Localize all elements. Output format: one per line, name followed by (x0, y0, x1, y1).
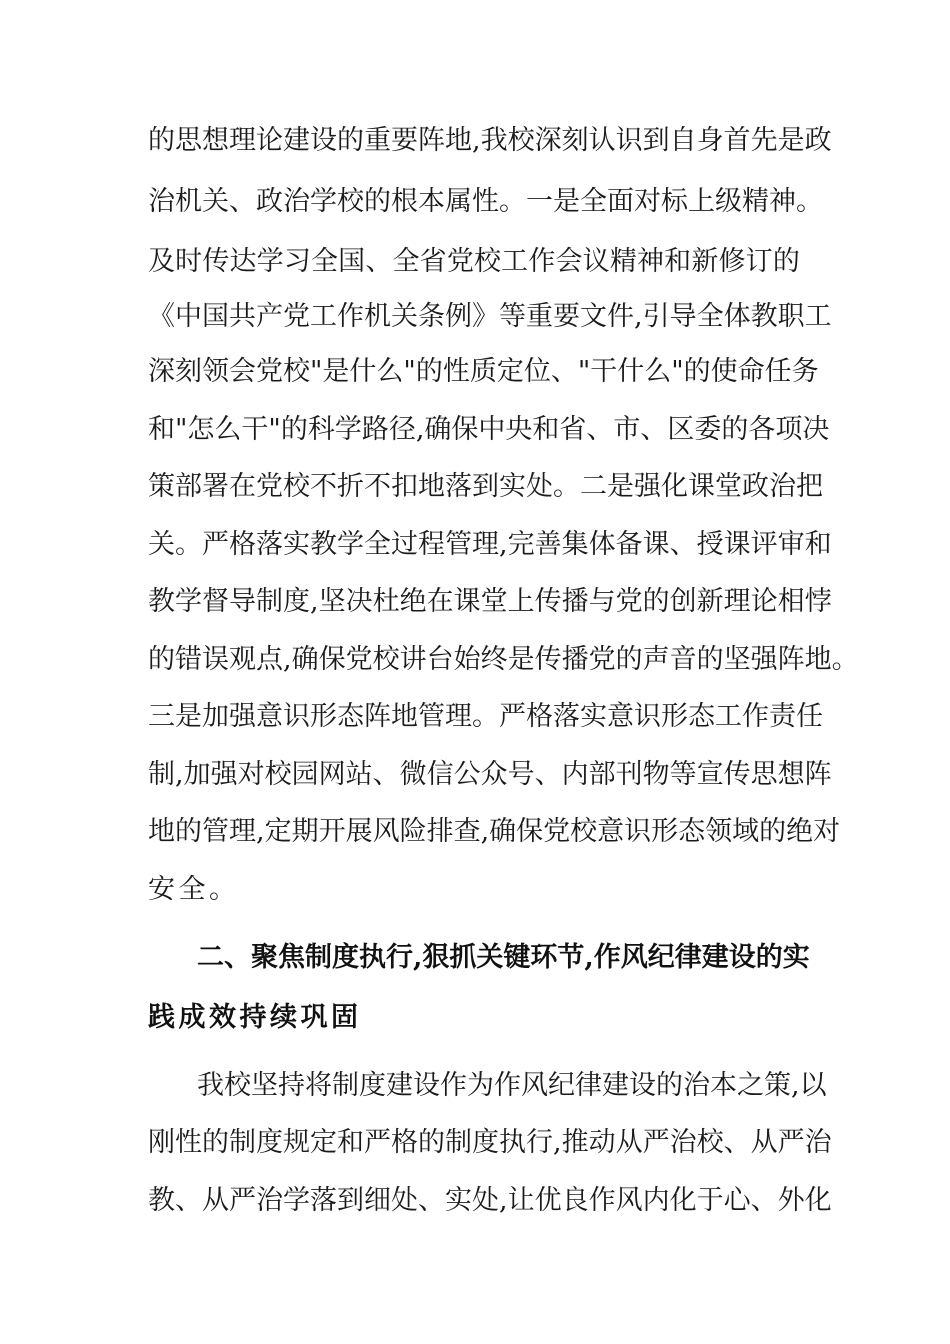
text-line: 刚性的制度规定和严格的制度执行,推动从严治校、从严治 (148, 1127, 832, 1158)
text-line: 及时传达学习全国、全省党校工作会议精神和新修订的 (148, 246, 800, 277)
text-line: 教、从严治学落到细处、实处,让优良作风内化于心、外化 (148, 1185, 832, 1216)
text-line: 的思想理论建设的重要阵地,我校深刻认识到自身首先是政 (148, 125, 832, 156)
text-line: 的错误观点,确保党校讲台始终是传播党的声音的坚强阵地。 (148, 644, 859, 675)
text-line: 策部署在党校不折不扣地落到实处。二是强化课堂政治把 (148, 471, 823, 502)
text-line: 地的管理,定期开展风险排查,确保党校意识形态领域的绝对 (148, 816, 841, 847)
text-line: 治机关、政治学校的根本属性。一是全面对标上级精神。 (148, 186, 823, 217)
text-line: 我校坚持将制度建设作为作风纪律建设的治本之策,以 (197, 1070, 827, 1101)
text-line: 三是加强意识形态阵地管理。严格落实意识形态工作责任 (148, 701, 823, 732)
text-line: 教学督导制度,坚决杜绝在课堂上传播与党的创新理论相悖 (148, 586, 832, 617)
heading-line: 二、聚焦制度执行,狠抓关键环节,作风纪律建设的实 (197, 942, 810, 973)
text-line: 关。严格落实教学全过程管理,完善集体备课、授课评审和 (148, 529, 832, 560)
heading-line: 践成效持续巩固 (148, 1002, 362, 1033)
text-line: 和"怎么干"的科学路径,确保中央和省、市、区委的各项决 (148, 414, 830, 445)
text-line: 安全。 (148, 874, 240, 905)
text-line: 深刻领会党校"是什么"的性质定位、"干什么"的使命任务 (148, 356, 819, 387)
text-line: 《中国共产党工作机关条例》等重要文件,引导全体教职工 (148, 301, 832, 332)
text-line: 制,加强对校园网站、微信公众号、内部刊物等宣传思想阵 (148, 759, 832, 790)
